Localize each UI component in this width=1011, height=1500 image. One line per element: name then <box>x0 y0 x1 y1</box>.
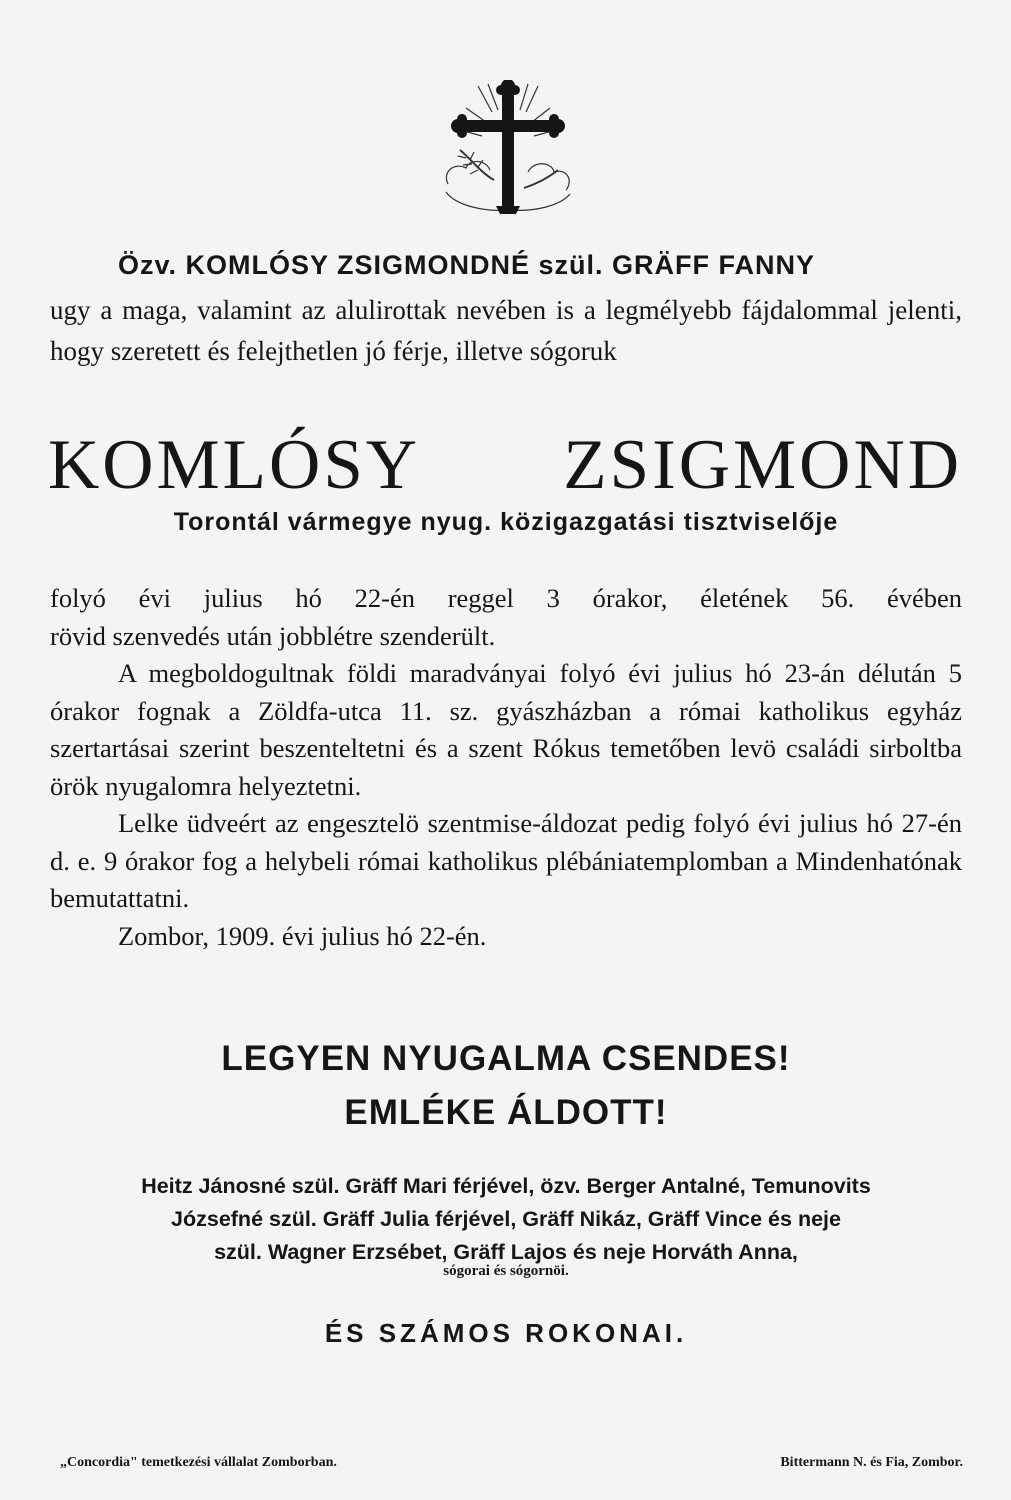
intro-paragraph: ugy a maga, valamint az alulirottak nevében is a legmélyebb fájdalommal jelenti, hogy szeretett és felejthetlen jó férje, illetve sógoruk <box>50 295 962 366</box>
deceased-name: KOMLÓSY ZSIGMOND <box>48 426 962 504</box>
signers <box>50 1170 962 1269</box>
printer: Bittermann N. és Fia, Zombor. <box>780 1455 963 1470</box>
relations-note: sógorai és sógornöi. <box>443 1263 569 1279</box>
funeral-company: „Concordia" temetkezési vállalat Zomborban. <box>60 1455 337 1470</box>
rest-line: LEGYEN NYUGALMA CSENDES! <box>221 1039 791 1078</box>
signers-line-1: Heitz Jánosné szül. Gräff Mari férjével, özv. Berger Antalné, Temunovits <box>141 1174 871 1198</box>
many-relatives: ÉS SZÁMOS ROKONAI. <box>324 1318 688 1348</box>
blessed-line: EMLÉKE ÁLDOTT! <box>344 1093 668 1132</box>
signers-line-2: Józsefné szül. Gräff Julia férjével, Gräff Nikáz, Gräff Vince és neje <box>171 1207 841 1231</box>
mass-paragraph: Lelke üdveért az engesztelö szentmise-áldozat pedig folyó évi julius hó 27-én d. e. 9 órakor fog a helybeli római katholikus plébániatemplomban a Mindenhatónak bemutattatni. <box>50 808 962 913</box>
notice-body <box>50 580 962 955</box>
deceased-title: Torontál vármegye nyug. közigazgatási tisztviselője <box>173 508 839 536</box>
death-line-2: rövid szenvedés után jobblétre szenderült. <box>50 620 496 651</box>
funeral-paragraph: A megboldogultnak földi maradványai folyó évi julius hó 23-án délután 5 órakor fognak a Zöldfa-utca 11. sz. gyászházban a római katholikus egyház szertartásai szerint beszenteltetni és a szent Rókus temetőben levö családi sirboltba örök nyugalomra helyeztetni. <box>50 658 962 801</box>
date-place: Zombor, 1909. évi julius hó 22-én. <box>118 920 487 951</box>
rest-in-peace <box>50 1032 962 1140</box>
cross-emblem-icon <box>436 80 580 220</box>
death-line-1: folyó évi julius hó 22-én reggel 3 órakor, életének 56. évében <box>50 583 962 613</box>
widow-line: Özv. KOMLÓSY ZSIGMONDNÉ szül. GRÄFF FANNY <box>118 250 816 280</box>
signers-line-3: szül. Wagner Erzsébet, Gräff Lajos és neje Horváth Anna, <box>214 1240 798 1264</box>
